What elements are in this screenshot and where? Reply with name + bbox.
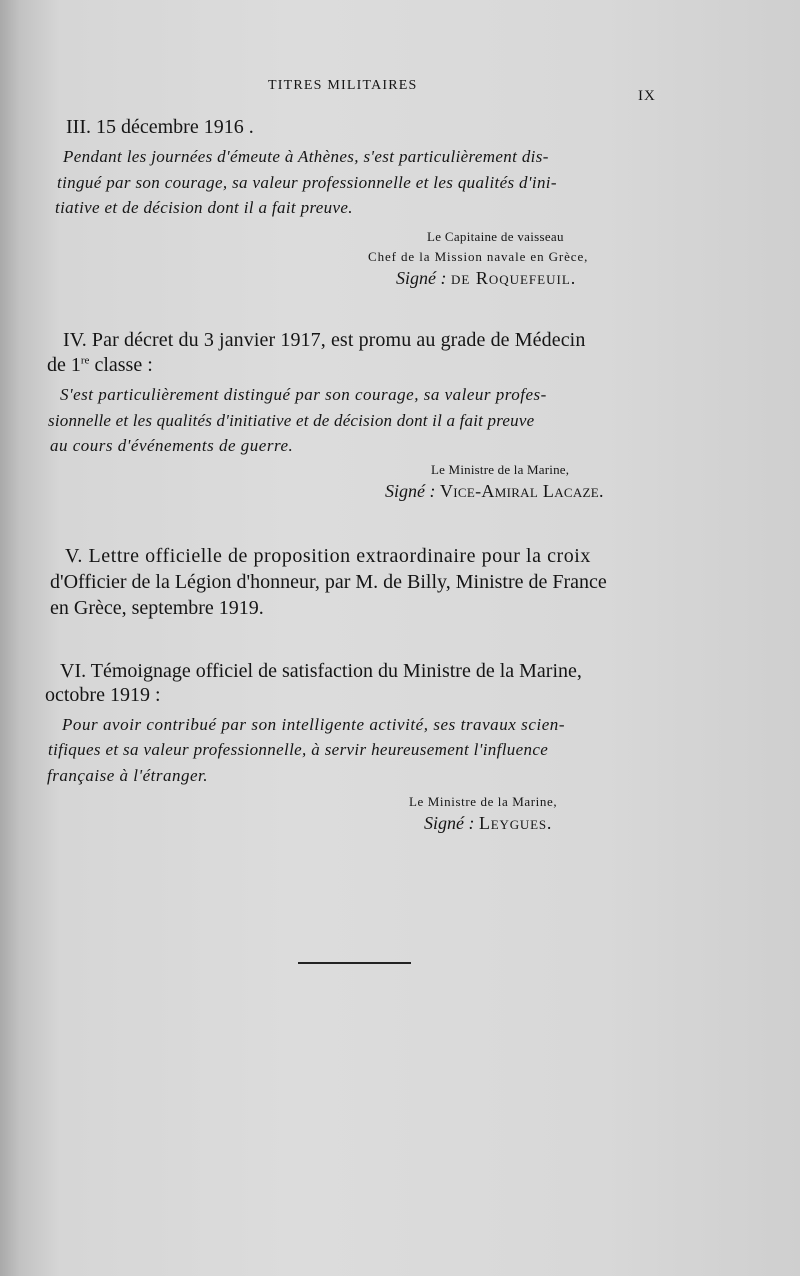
citation-line: française à l'étranger. [47, 766, 209, 785]
body-line: d'Officier de la Légion d'honneur, par M. de Billy, Ministre de France [50, 571, 607, 593]
citation-line: Pendant les journées d'émeute à Athènes, s'est particulièrement dis- [63, 147, 549, 166]
signature-title: Le Capitaine de vaisseau [427, 229, 564, 244]
section-vi-heading: octobre 1919 : [45, 684, 161, 706]
section-iv-heading: IV. Par décret du 3 janvier 1917, est promu au grade de Médecin [63, 329, 586, 351]
body-line: V. Lettre officielle de proposition extraordinaire pour la croix [65, 545, 591, 567]
signature [385, 481, 604, 502]
signatory-name: Vice-Amiral Lacaze. [439, 481, 604, 501]
signatory-name: de Roquefeuil. [450, 268, 577, 288]
signature-title: Le Ministre de la Marine, [431, 462, 570, 477]
section-vi-heading: VI. Témoignage officiel de satisfaction du Ministre de la Marine, [60, 660, 582, 682]
citation-line: tifiques et sa valeur professionnelle, à servir heureusement l'influence [48, 740, 549, 759]
signature-title: Chef de la Mission navale en Grèce, [368, 249, 589, 264]
citation-line: Pour avoir contribué par son intelligente activité, ses travaux scien- [62, 715, 566, 734]
signature [396, 268, 576, 289]
signature-title: Le Ministre de la Marine, [409, 794, 558, 809]
section-iii-heading: III. 15 décembre 1916 . [66, 116, 254, 138]
section-iv-heading [47, 354, 153, 377]
body-line: en Grèce, septembre 1919. [50, 597, 264, 619]
signatory-name: Leygues. [478, 813, 553, 833]
running-title: TITRES MILITAIRES [268, 78, 418, 93]
signe-label: Signé : [396, 268, 447, 288]
page-number: IX [638, 88, 656, 104]
citation-line: tiative et de décision dont il a fait preuve. [55, 198, 353, 217]
heading-text: de 1 [47, 354, 81, 376]
citation-line: au cours d'événements de guerre. [50, 436, 294, 455]
citation-line: sionnelle et les qualités d'initiative et de décision dont il a fait preuve [48, 411, 535, 430]
signe-label: Signé : [385, 481, 436, 501]
heading-text: classe : [89, 354, 153, 376]
citation-line: S'est particulièrement distingué par son courage, sa valeur profes- [60, 385, 547, 404]
citation-line: tingué par son courage, sa valeur professionnelle et les qualités d'ini- [57, 173, 557, 192]
ordinal-superscript: re [80, 354, 90, 367]
signe-label: Signé : [424, 813, 475, 833]
signature [424, 813, 552, 834]
end-rule [298, 962, 411, 964]
